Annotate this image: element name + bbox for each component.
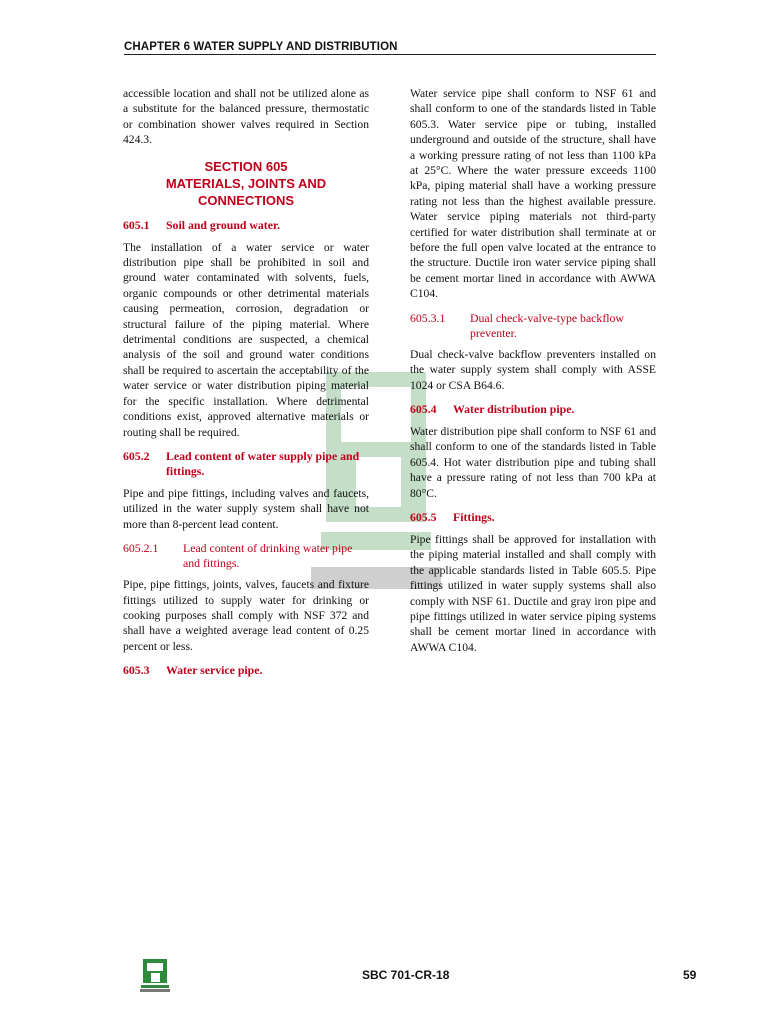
heading-number: 605.1 — [123, 217, 150, 232]
heading-605-4 — [410, 402, 656, 417]
heading-text: Water service pipe. — [166, 663, 263, 678]
heading-text: Lead content of water supply pipe and fittings. — [166, 448, 360, 478]
heading-number: 605.4 — [410, 401, 437, 416]
heading-number: 605.5 — [410, 509, 437, 524]
paragraph-605-3-1: Dual check-valve backflow preventers installed on the water supply system shall comply with ASSE 1024 or CSA B64.6. — [410, 347, 656, 392]
heading-605-5 — [410, 510, 656, 525]
heading-number: 605.3.1 — [410, 310, 446, 325]
heading-number: 605.2.1 — [123, 541, 159, 556]
section-605-title — [123, 158, 369, 209]
heading-text: Fittings. — [453, 509, 495, 524]
heading-number: 605.2 — [123, 448, 150, 463]
heading-605-1 — [123, 218, 369, 233]
heading-605-3-1 — [410, 311, 656, 341]
chapter-header: CHAPTER 6 WATER SUPPLY AND DISTRIBUTION — [124, 41, 656, 55]
heading-text: Water distribution pipe. — [453, 401, 575, 416]
paragraph-605-3: Water service pipe shall conform to NSF 61 and shall conform to one of the standards listed in Table 605.3. Water service pipe or tubing, installed underground and outside of the structure, shall have a working pressure rating of not less than 1100 kPa at 25°C. Where the water pressure exceeds 1100 kPa, piping material shall have a working pressure rating not less than the highest available pressure. Water service piping materials not third-party certified for water distribution shall terminate at or before the full open valve located at the entrance to the structure. Ductile iron water service piping shall be cement mortar lined in accordance with AWWA C104. — [410, 87, 656, 301]
sbc-logo-icon — [138, 958, 172, 994]
section-number: SECTION 605 — [204, 158, 288, 174]
paragraph-605-2-1: Pipe, pipe fittings, joints, valves, faucets and fixture fittings utilized to supply water for drinking or cooking purposes shall comply with NSF 372 and shall have a weighted average lead content of 0.25 percent or less. — [123, 578, 369, 653]
code-number: SBC 701-CR-18 — [362, 968, 450, 982]
intro-paragraph: accessible location and shall not be utilized alone as a substitute for the balanced pressure, thermostatic or combination shower valves required in Section 424.3. — [123, 87, 369, 147]
heading-text: Dual check-valve-type backflow preventer. — [470, 310, 624, 340]
left-column — [123, 86, 369, 685]
page-number: 59 — [683, 968, 697, 982]
heading-text: Lead content of drinking water pipe and fittings. — [183, 541, 353, 571]
heading-text: Soil and ground water. — [166, 217, 281, 232]
heading-605-3 — [123, 663, 369, 678]
heading-number: 605.3 — [123, 663, 150, 678]
heading-605-2-1 — [123, 541, 369, 571]
paragraph-605-1: The installation of a water service or water distribution pipe shall be prohibited in soil and ground water contaminated with solvents, fuels, organic compounds or other detrimental materials causing permeation, corrosion, degradation or structural failure of the piping material. Where detrimental conditions are suspected, a chemical analysis of the soil and ground water conditions shall be required to ascertain the acceptability of the water service or water distribution piping material for the specific installation. Where detrimental conditions exist, approved alternative materials or routing shall be required. — [123, 240, 369, 439]
paragraph-605-5: Pipe fittings shall be approved for installation with the piping material installed and shall comply with the applicable standards listed in Table 605.5. Pipe fittings utilized in water supply systems shall also comply with NSF 61. Ductile and gray iron pipe and pipe fittings utilized in water service piping systems shall be cement mortar lined in accordance with AWWA C104. — [410, 532, 656, 654]
paragraph-605-4: Water distribution pipe shall conform to NSF 61 and shall conform to one of the standards listed in Table 605.4. Hot water distribution pipe and tubing shall have a pressure rating of not less than 700 kPa at 80°C. — [410, 424, 656, 500]
heading-605-2 — [123, 449, 369, 479]
section-name: MATERIALS, JOINTS AND CONNECTIONS — [165, 175, 327, 208]
right-column — [410, 86, 656, 655]
paragraph-605-2: Pipe and pipe fittings, including valves and faucets, utilized in the water supply system shall have not more than 8-percent lead content. — [123, 486, 369, 531]
